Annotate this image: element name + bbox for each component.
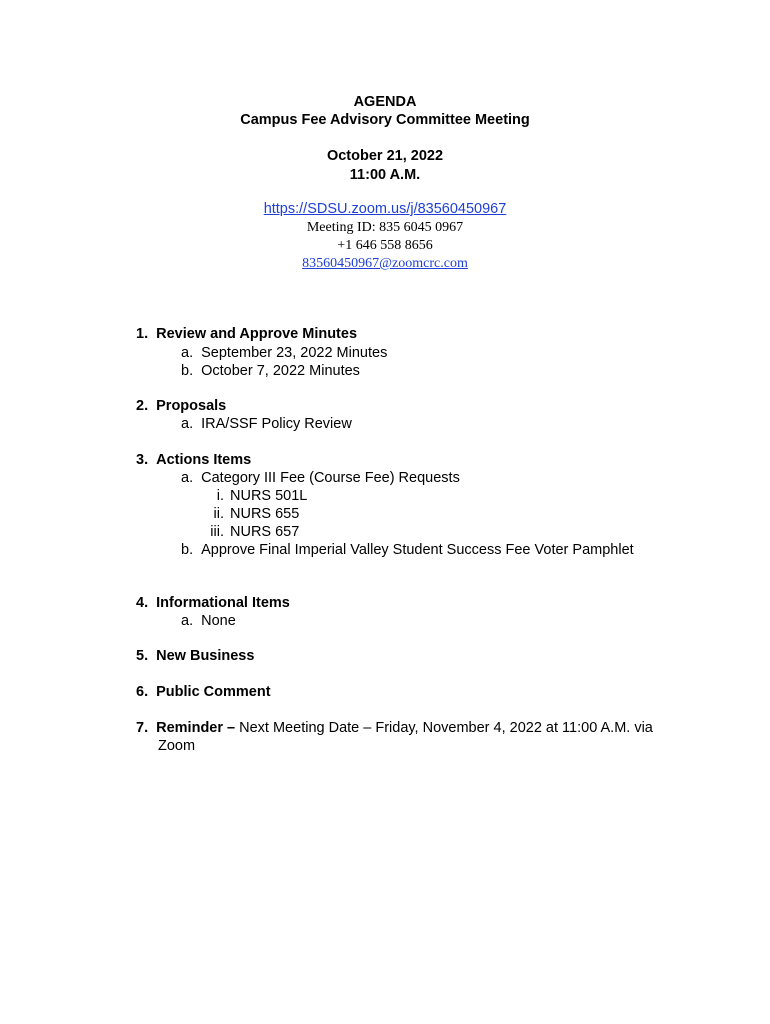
- agenda-item-6: [136, 683, 271, 701]
- item-title: Actions Items: [156, 452, 252, 468]
- sub-item: b. October 7, 2022 Minutes: [181, 363, 360, 379]
- agenda-title: AGENDA: [353, 94, 417, 110]
- sub-item: a. Category III Fee (Course Fee) Requests: [181, 470, 460, 486]
- item-number: 7.: [136, 720, 149, 736]
- meeting-date: October 21, 2022: [326, 148, 444, 164]
- sub-item: a. IRA/SSF Policy Review: [181, 416, 352, 432]
- agenda-item-2: [136, 397, 226, 415]
- meeting-name: Campus Fee Advisory Committee Meeting: [240, 112, 530, 128]
- item-number: 1.: [136, 326, 149, 342]
- roman-sub-item: iii. NURS 657: [210, 524, 300, 540]
- dial-in-phone: +1 646 558 8656: [337, 238, 433, 253]
- agenda-item-5: [136, 647, 254, 665]
- zoom-email-link[interactable]: 83560450967@zoomcrc.com: [302, 256, 468, 271]
- meeting-id: Meeting ID: 835 6045 0967: [306, 220, 464, 235]
- item-title: New Business: [156, 648, 255, 664]
- item-number: 4.: [136, 595, 149, 611]
- agenda-item-3: [136, 451, 251, 469]
- item-title: Public Comment: [156, 684, 271, 700]
- roman-sub-item: ii. NURS 655: [213, 506, 300, 522]
- reminder-text-continued: Zoom: [158, 738, 196, 754]
- sub-item: a. None: [181, 613, 236, 629]
- item-number: 3.: [136, 452, 149, 468]
- item-number: 2.: [136, 398, 149, 414]
- agenda-item-7: [136, 719, 653, 737]
- meeting-time: 11:00 A.M.: [349, 167, 421, 183]
- zoom-link[interactable]: https://SDSU.zoom.us/j/83560450967: [263, 201, 507, 217]
- sub-item: a. September 23, 2022 Minutes: [181, 345, 388, 361]
- item-number: 5.: [136, 648, 149, 664]
- item-title: Reminder –: [156, 720, 236, 736]
- agenda-item-4: [136, 594, 290, 612]
- roman-sub-item: i. NURS 501L: [216, 488, 308, 504]
- reminder-text: Next Meeting Date – Friday, November 4, 2022 at 11:00 A.M. via: [235, 720, 653, 736]
- agenda-item-1: [136, 325, 357, 343]
- item-number: 6.: [136, 684, 149, 700]
- sub-item: b. Approve Final Imperial Valley Student Success Fee Voter Pamphlet: [181, 542, 634, 558]
- item-title: Informational Items: [156, 595, 290, 611]
- item-title: Proposals: [156, 398, 227, 414]
- item-title: Review and Approve Minutes: [156, 326, 358, 342]
